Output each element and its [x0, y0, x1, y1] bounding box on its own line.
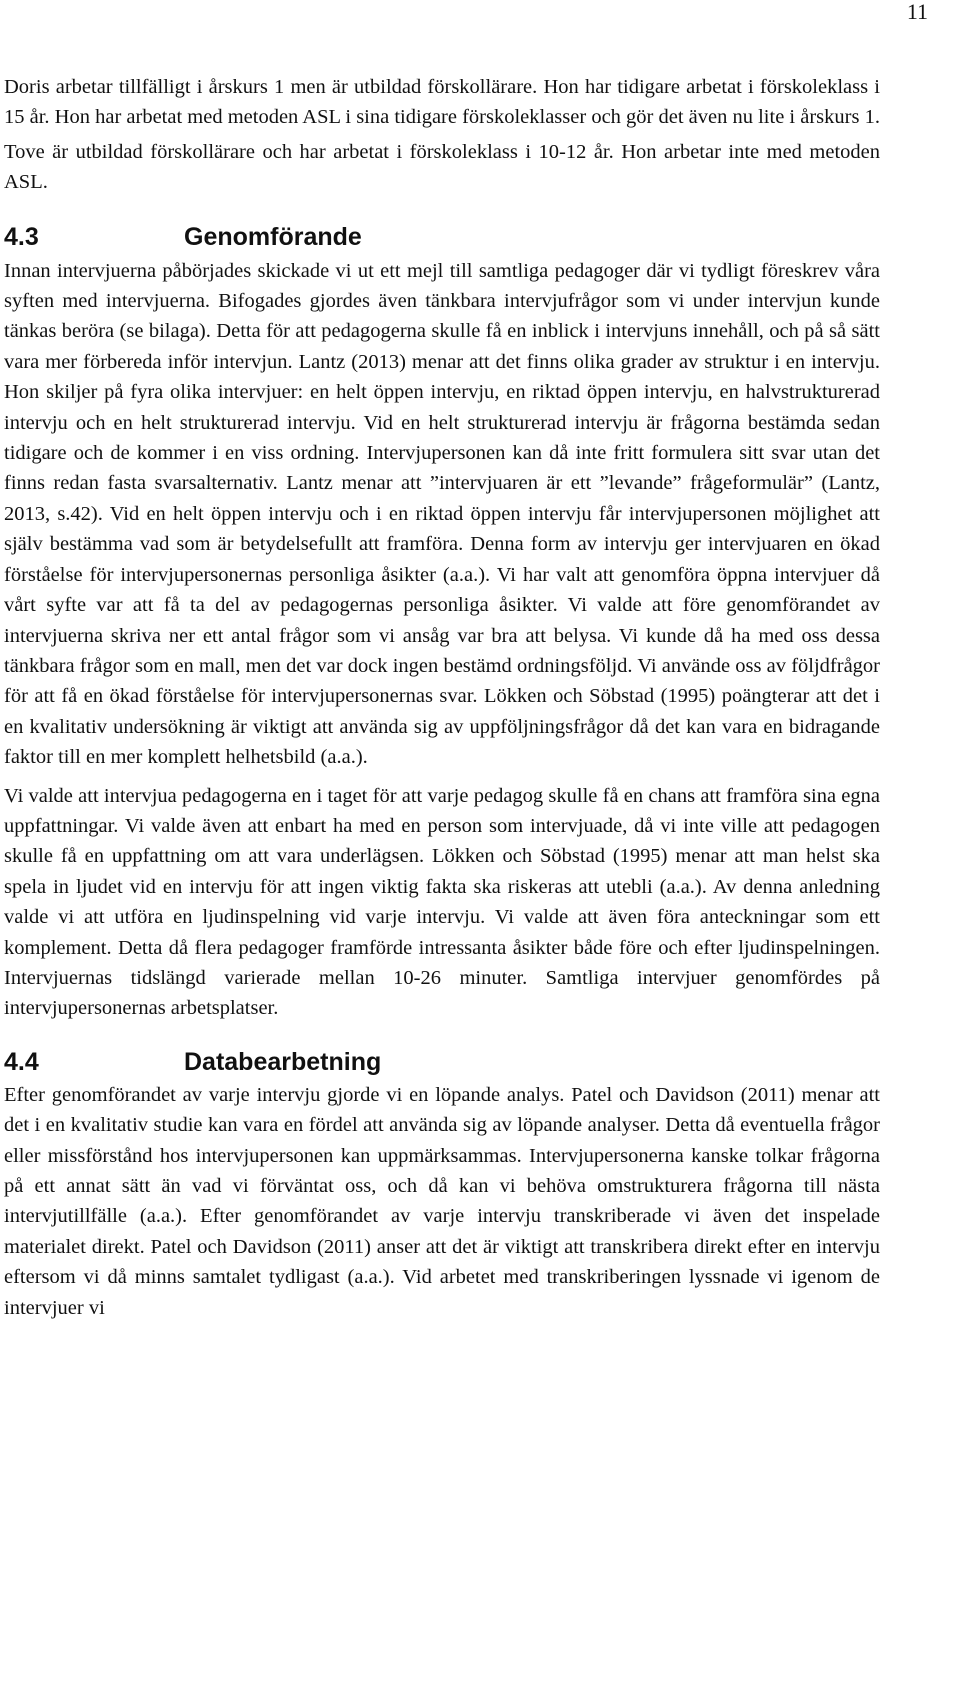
genomforande-paragraph-2: Vi valde att intervjua pedagogerna en i taget för att varje pedagog skulle få en chans att framföra sina egna uppfattningar. Vi valde även att enbart ha med en person som intervjuade, då vi inte ville att pedagogen skulle få en uppfattning om att vara underlägsen. Lökken och Söbstad (1995) menar att man helst ska spela in ljudet vid en intervju för att ingen viktig fakta ska riskeras att utebli (a.a.). Av denna anledning valde vi att utföra en ljudinspelning vid varje intervju. Vi valde att även föra anteckningar som ett komplement. Detta då flera pedagoger framförde intressanta åsikter både före och efter ljudinspelningen. Intervjuernas tidslängd varierade mellan 10-26 minuter. Samtliga intervjuer genomfördes på intervjupersonernas arbetsplatser.	[4, 784, 880, 1020]
section-heading-genomforande	[4, 221, 880, 253]
intro-paragraph-doris: Doris arbetar tillfälligt i årskurs 1 men är utbildad förskollärare. Hon har tidigare arbetat i förskoleklass i 15 år. Hon har arbetat med metoden ASL i sina tidigare förskoleklasser och gör det även nu lite i årskurs 1.	[4, 76, 880, 129]
databearbetning-paragraph-1: Efter genomförandet av varje intervju gjorde vi en löpande analys. Patel och Davidson (2011) menar att det i en kvalitativ studie kan vara en fördel att använda sig av löpande analyser. Detta då eventuella frågor eller missförstånd hos intervjupersonen kan uppmärksammas. Intervjupersonerna kanske tolkar frågorna på ett annat sätt än vad vi förväntat oss, och då kan vi behöva omstrukturera frågorna till nästa intervjutillfälle (a.a.). Efter genomförandet av varje intervju transkriberade vi även det inspelade materialet direkt. Patel och Davidson (2011) anser att det är viktigt att transkribera direkt efter en intervju eftersom vi då minns samtalet tydligast (a.a.). Vid arbetet med transkriberingen lyssnade vi igenom de intervjuer vi	[4, 1083, 880, 1319]
section-heading-databearbetning	[4, 1046, 880, 1078]
section-title: Genomförande	[184, 222, 362, 251]
section-number: 4.4	[4, 1047, 39, 1076]
intro-paragraph-tove: Tove är utbildad förskollärare och har arbetat i förskoleklass i 10-12 år. Hon arbetar inte med metoden ASL.	[4, 140, 880, 194]
section-title: Databearbetning	[184, 1047, 382, 1076]
page-number: 11	[906, 0, 928, 24]
page-content	[4, 72, 880, 1323]
section-number: 4.3	[4, 222, 39, 251]
genomforande-paragraph-1: Innan intervjuerna påbörjades skickade vi ut ett mejl till samtliga pedagoger där vi tydligt föreskrev våra syften med intervjuerna. Bifogades gjordes även tänkbara intervjufrågor som vi under intervjun kunde tänkas beröra (se bilaga). Detta för att pedagogerna skulle få en inblick i intervjuns innehåll, och på så sätt vara mer förbereda inför intervjun. Lantz (2013) menar att det finns olika grader av struktur i en intervju. Hon skiljer på fyra olika intervjuer: en helt öppen intervju, en riktad öppen intervju, en halvstrukturerad intervju och en helt strukturerad intervju. Vid en helt strukturerad intervju är frågorna bestämda sedan tidigare och de kommer i en viss ordning. Intervjupersonen kan då inte fritt formulera sitt svar utan det finns redan fasta svarsalternativ. Lantz menar att ”intervjuaren är ett ”levande” frågeformulär” (Lantz, 2013, s.42). Vid en helt öppen intervju och i en riktad öppen intervju får intervjupersonen möjlighet att själv bestämma vad som är betydelsefullt att framföra. Denna form av intervju ger intervjuaren en ökad förståelse för intervjupersonernas personliga åsikter (a.a.). Vi har valt att genomföra öppna intervjuer då vårt syfte var att få ta del av pedagogernas personliga åsikter. Vi valde att före genomförandet av intervjuerna skriva ner ett antal frågor som vi ansåg var bra att belysa. Vi kunde då ha med oss dessa tänkbara frågor som en mall, men det var dock ingen bestämd ordningsföljd. Vi använde oss av följdfrågor för att få en ökad förståelse för intervjupersonernas svar. Lökken och Söbstad (1995) poängterar att det i en kvalitativ undersökning är viktigt att använda sig av uppföljningsfrågor då det kan vara en bidragande faktor till en mer komplett helhetsbild (a.a.).	[4, 259, 880, 769]
